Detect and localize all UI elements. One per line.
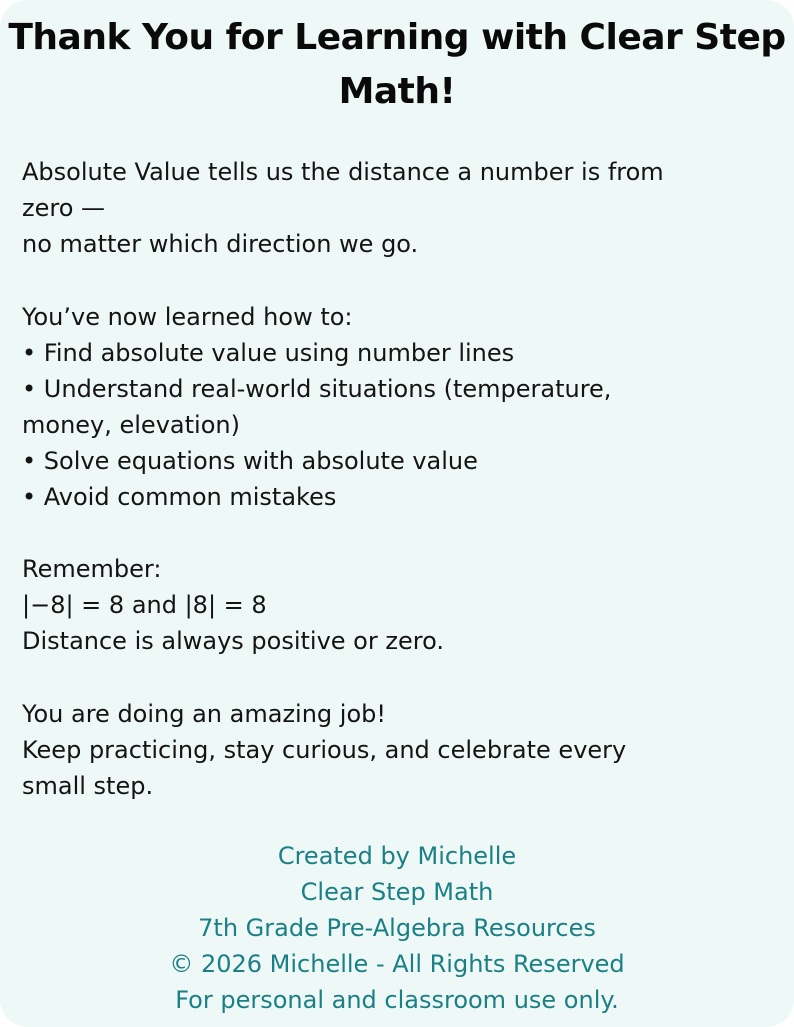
- learned-heading: You’ve now learned how to:: [22, 303, 353, 331]
- page-title-line-2: Math!: [338, 71, 456, 112]
- footer-resources: 7th Grade Pre-Algebra Resources: [198, 914, 596, 942]
- remember-example: |−8| = 8 and |8| = 8: [22, 591, 267, 619]
- remember-heading: Remember:: [22, 555, 162, 583]
- learned-item-1: • Find absolute value using number lines: [22, 339, 515, 367]
- encouragement-line-2: Keep practicing, stay curious, and celebrate every: [22, 736, 627, 764]
- learned-item-2-line-1: • Understand real-world situations (temperature,: [22, 375, 612, 403]
- footer-brand: Clear Step Math: [300, 878, 494, 906]
- footer-copyright: © 2026 Michelle - All Rights Reserved: [169, 950, 625, 978]
- remember-rule: Distance is always positive or zero.: [22, 627, 444, 655]
- intro-text-line-1: Absolute Value tells us the distance a number is from: [22, 158, 664, 186]
- footer-created-by: Created by Michelle: [277, 842, 517, 870]
- encouragement-line-1: You are doing an amazing job!: [22, 700, 386, 728]
- intro-text-line-2: zero —: [22, 194, 106, 222]
- footer-usage: For personal and classroom use only.: [175, 986, 619, 1014]
- learned-item-3: • Solve equations with absolute value: [22, 447, 478, 475]
- learned-item-2-line-2: money, elevation): [22, 411, 240, 439]
- page-title-line-1: Thank You for Learning with Clear Step: [8, 17, 786, 58]
- encouragement-line-3: small step.: [22, 772, 154, 800]
- intro-text-line-3: no matter which direction we go.: [22, 230, 419, 258]
- learned-item-4: • Avoid common mistakes: [22, 483, 337, 511]
